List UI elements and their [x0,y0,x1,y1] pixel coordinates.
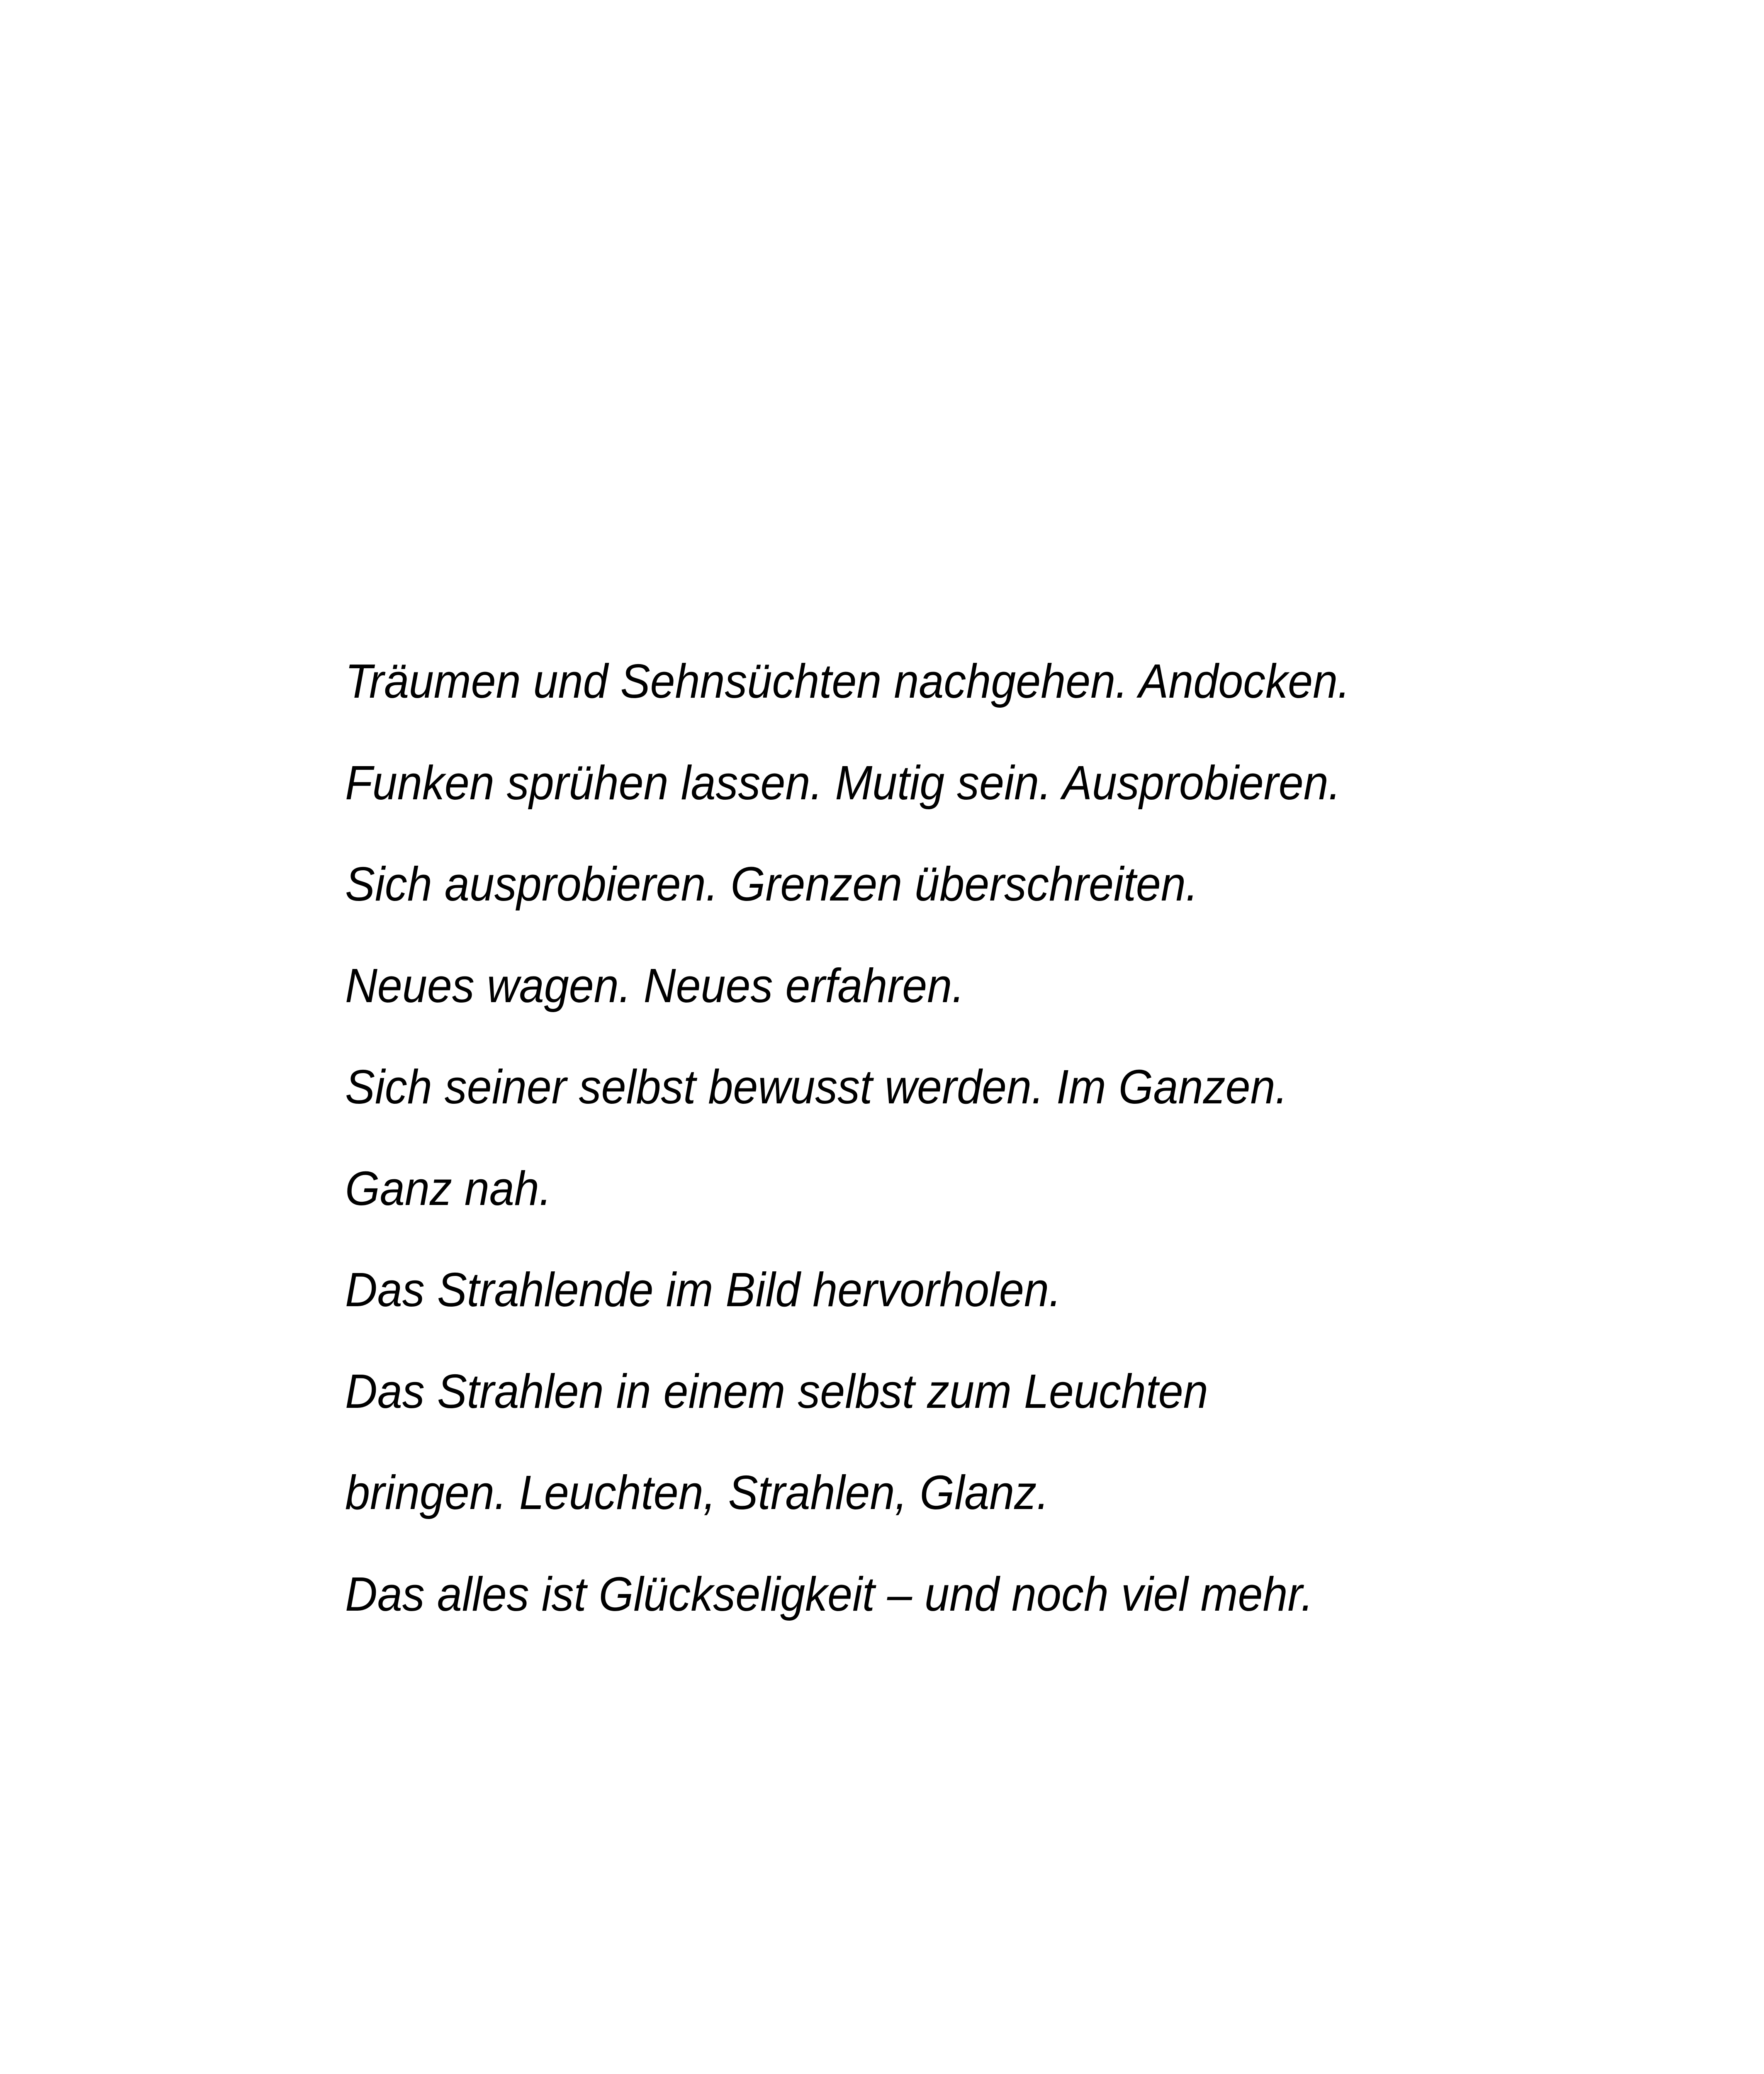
poem-line: Sich seiner selbst bewusst werden. Im Ganzen. [345,1060,1288,1114]
poem-line: Träumen und Sehnsüchten nachgehen. Andocken. [345,654,1350,708]
poem-line: Neues wagen. Neues erfahren. [345,958,965,1013]
poem-text-block [345,630,1548,1645]
poem-line: bringen. Leuchten, Strahlen, Glanz. [345,1465,1049,1519]
poem-line: Ganz nah. [345,1161,552,1215]
poem-line: Sich ausprobieren. Grenzen überschreiten. [345,857,1198,911]
poem-line: Das alles ist Glückseligkeit – und noch viel mehr. [345,1567,1314,1621]
poem-line: Das Strahlen in einem selbst zum Leuchten [345,1364,1208,1418]
poem-line: Das Strahlende im Bild hervorholen. [345,1263,1061,1317]
poem-line: Funken sprühen lassen. Mutig sein. Ausprobieren. [345,755,1341,810]
